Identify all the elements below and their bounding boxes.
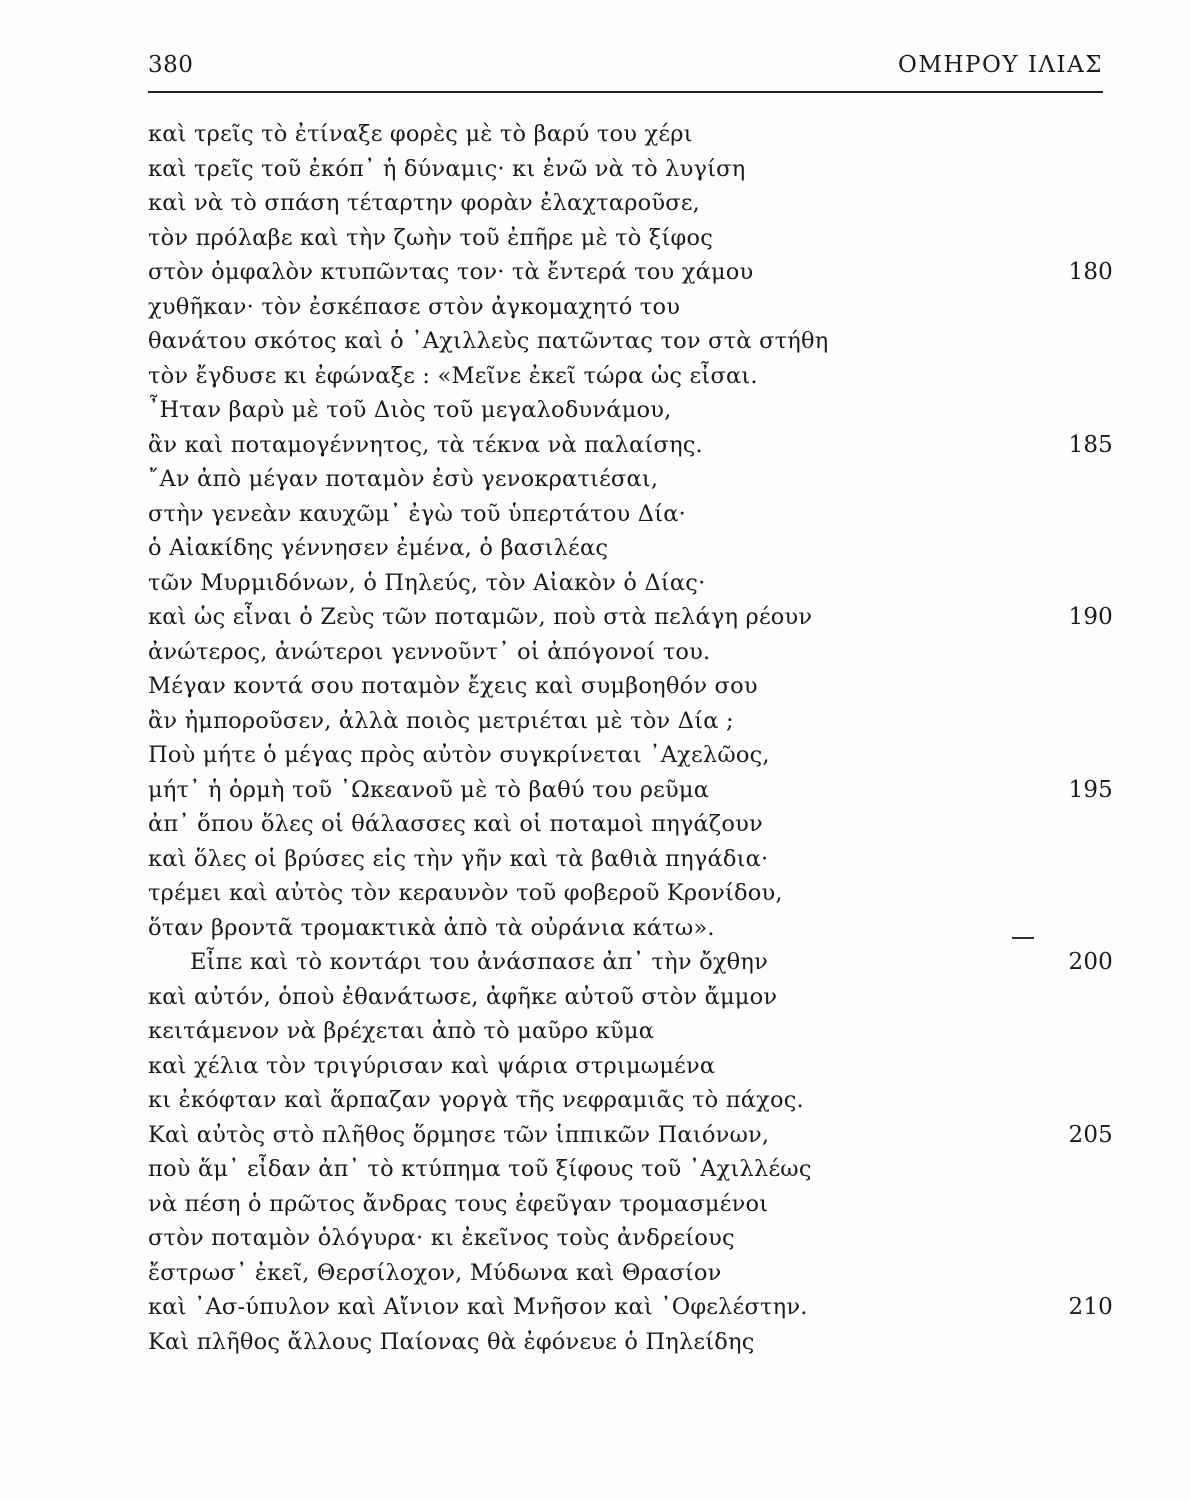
verse-text: τῶν Μυρμιδόνων, ὁ Πηλεύς, τὸν Αἰακὸν ὁ Δίας· [148,569,706,596]
verse-line [148,911,1113,946]
verse-line [148,635,1113,670]
verse-text: στὴν γενεὰν καυχῶμ᾽ ἐγὼ τοῦ ὑπερτάτου Δία· [148,500,686,527]
verse-text: ἔστρωσ᾽ ἐκεῖ, Θερσίλοχον, Μύδωνα καὶ Θρασίον [148,1259,722,1286]
verse-line [148,152,1113,187]
verse-text: θανάτου σκότος καὶ ὁ ᾿Αχιλλεὺς πατῶντας τον στὰ στήθη [148,328,829,354]
page-number: 380 [148,52,194,78]
line-number: 195 [1068,776,1113,803]
line-number: 205 [1068,1121,1113,1148]
verse-line [148,1118,1113,1153]
verse-line [148,566,1113,601]
verse-text: νὰ πέση ὁ πρῶτος ἄνδρας τους ἐφεῦγαν τρομασμένοι [148,1190,769,1217]
verse-text: κι ἐκόφταν καὶ ἅρπαζαν γοργὰ τῆς νεφραμιᾶς τὸ πάχος. [148,1087,804,1113]
verse-text: τὸν ἔγδυσε κι ἐφώναξε : «Μεῖνε ἐκεῖ τώρα ὡς εἶσαι. [148,362,758,389]
verse-line [148,359,1113,394]
verse-text: ὅταν βροντᾶ τρομακτικὰ ἀπὸ τὰ οὐράνια κάτω». [148,914,715,941]
verse-line [148,842,1113,877]
line-number: 190 [1068,604,1113,630]
verse-line [148,704,1113,739]
verse-line [148,1290,1113,1325]
verse-text: χυθῆκαν· τὸν ἐσκέπασε στὸν ἀγκομαχητό του [148,293,681,320]
line-number: 210 [1068,1294,1113,1320]
verse-text: κειτάμενον νὰ βρέχεται ἀπὸ τὸ μαῦρο κῦμα [148,1018,655,1044]
verse-text: καὶ τρεῖς τὸ ἐτίναξε φορὲς μὲ τὸ βαρύ του χέρι [148,121,693,147]
running-title: ΟΜΗΡΟΥ ΙΛΙΑΣ [898,52,1103,78]
verse-line [148,497,1113,532]
line-number: 185 [1068,431,1113,458]
verse-text: ἂν ἠμποροῦσεν, ἀλλὰ ποιὸς μετριέται μὲ τὸν Δία ; [148,707,734,734]
verse-block [148,117,1113,1359]
verse-line [148,807,1113,842]
verse-line [148,1049,1113,1084]
verse-text: τρέμει καὶ αὐτὸς τὸν κεραυνὸν τοῦ φοβεροῦ Κρονίδου, [148,880,783,906]
verse-text: Καὶ πλῆθος ἄλλους Παίονας θὰ ἐφόνευε ὁ Πηλείδης [148,1328,755,1355]
verse-line [148,600,1113,635]
verse-text: μήτ᾽ ἡ ὁρμὴ τοῦ ᾿Ωκεανοῦ μὲ τὸ βαθύ του ρεῦμα [148,776,710,803]
verse-text: Ποὺ μήτε ὁ μέγας πρὸς αὐτὸν συγκρίνεται ᾿Αχελῶος, [148,742,770,768]
verse-line [148,428,1113,463]
verse-line [148,255,1113,290]
verse-text: Καὶ αὐτὸς στὸ πλῆθος ὅρμησε τῶν ἱππικῶν Παιόνων, [148,1121,770,1148]
line-number: 200 [1068,949,1113,975]
verse-text: ἀνώτερος, ἀνώτεροι γεννοῦντ᾽ οἱ ἀπόγονοί του. [148,638,711,665]
verse-text: καὶ χέλια τὸν τριγύρισαν καὶ ψάρια στριμωμένα [148,1052,716,1079]
verse-line [148,1325,1113,1360]
verse-text: καὶ νὰ τὸ σπάση τέταρτην φορὰν ἐλαχταροῦσε, [148,190,701,216]
verse-text: τὸν πρόλαβε καὶ τὴν ζωὴν τοῦ ἐπῆρε μὲ τὸ ξίφος [148,224,714,251]
verse-line [148,1221,1113,1256]
verse-text: ἀπ᾽ ὅπου ὅλες οἱ θάλασσες καὶ οἱ ποταμοὶ πηγάζουν [148,811,763,837]
verse-line [148,669,1113,704]
margin-mark [1012,937,1034,939]
header-rule [148,91,1103,93]
verse-text: καὶ ᾿Ασ-ύπυλον καὶ Αἴνιον καὶ Μνῆσον καὶ ᾿Οφελέστην. [148,1294,808,1320]
verse-text: καὶ αὐτόν, ὁποὺ ἐθανάτωσε, ἀφῆκε αὐτοῦ στὸν ἄμμον [148,983,778,1010]
verse-text: ποὺ ἅμ᾽ εἶδαν ἀπ᾽ τὸ κτύπημα τοῦ ξίφους τοῦ ᾿Αχιλλέως [148,1156,812,1182]
verse-line [148,945,1113,980]
verse-line [148,462,1113,497]
verse-text: Μέγαν κοντά σου ποταμὸν ἔχεις καὶ συμβοηθόν σου [148,673,758,699]
verse-line [148,773,1113,808]
verse-text: καὶ ὅλες οἱ βρύσες εἰς τὴν γῆν καὶ τὰ βαθιὰ πηγάδια· [148,845,769,872]
verse-text: ῎Αν ἀπὸ μέγαν ποταμὸν ἐσὺ γενοκρατιέσαι, [148,466,659,492]
verse-text: ῏Ηταν βαρὺ μὲ τοῦ Διὸς τοῦ μεγαλοδυνάμου, [148,397,672,423]
verse-line [148,290,1113,325]
verse-line [148,1256,1113,1291]
verse-text: στὸν ποταμὸν ὁλόγυρα· κι ἐκεῖνος τοὺς ἀνδρείους [148,1225,735,1251]
verse-line [148,1014,1113,1049]
verse-line [148,324,1113,359]
page-header [148,52,1103,86]
verse-text: Εἶπε καὶ τὸ κοντάρι του ἀνάσπασε ἀπ᾽ τὴν ὄχθην [190,949,768,975]
verse-text: ἂν καὶ ποταμογέννητος, τὰ τέκνα νὰ παλαίσης. [148,431,703,458]
verse-line [148,1187,1113,1222]
verse-line [148,531,1113,566]
verse-text: καὶ ὡς εἶναι ὁ Ζεὺς τῶν ποταμῶν, ποὺ στὰ πελάγη ρέουν [148,604,813,630]
verse-line [148,1083,1113,1118]
verse-line [148,393,1113,428]
verse-line [148,221,1113,256]
verse-line [148,738,1113,773]
verse-line [148,186,1113,221]
verse-text: ὁ Αἰακίδης γέννησεν ἐμένα, ὁ βασιλέας [148,535,609,561]
verse-text: καὶ τρεῖς τοῦ ἐκόπ᾽ ἡ δύναμις· κι ἐνῶ νὰ τὸ λυγίση [148,155,746,182]
verse-line [148,1152,1113,1187]
verse-text: στὸν ὀμφαλὸν κτυπῶντας τον· τὰ ἔντερά του χάμου [148,259,754,285]
verse-line [148,876,1113,911]
line-number: 180 [1068,259,1113,285]
verse-line [148,980,1113,1015]
verse-line [148,117,1113,152]
